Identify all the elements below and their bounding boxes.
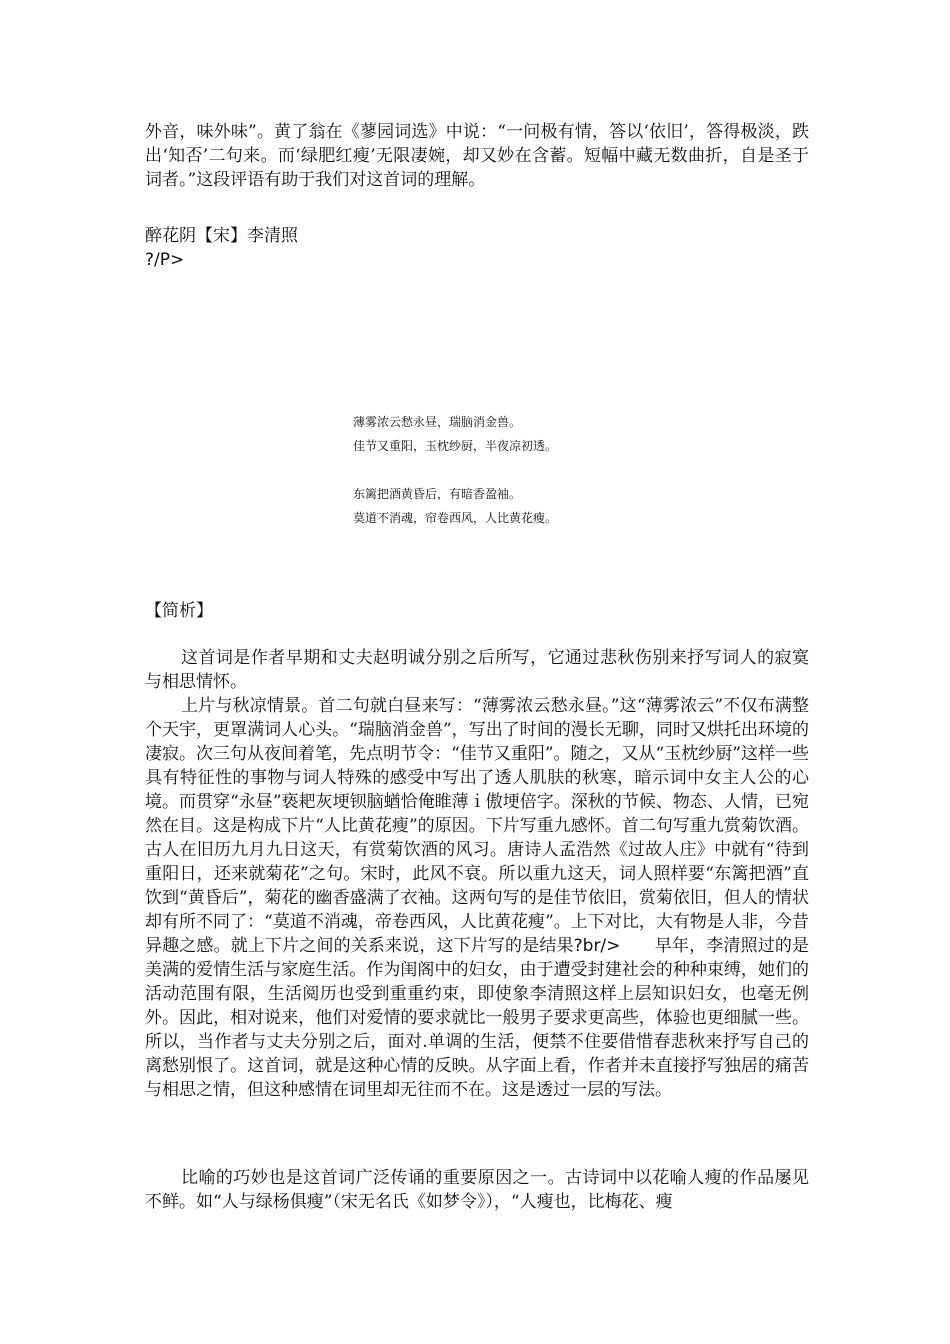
poem-line-1: 薄雾浓云愁永昼，瑞脑消金兽。 [353, 415, 522, 429]
analysis-paragraph-1: 这首词是作者早期和丈夫赵明诚分别之后所写，它通过悲秋伤别来抒写词人的寂寞与相思情怀。 [145, 648, 809, 692]
poem-line-2: 佳节又重阳，玉枕纱厨，半夜凉初透。 [353, 439, 558, 453]
markup-artifact-p: ?/P> [145, 250, 185, 270]
poem-block [353, 410, 633, 530]
analysis-heading: 【简析】 [145, 601, 213, 621]
poem-line-4: 莫道不消魂，帘卷西风，人比黄花瘦。 [353, 511, 558, 525]
analysis-paragraph-2-main: 上片与秋凉情景。首二句就白昼来写：“薄雾浓云愁永昼。”这“薄雾浓云”不仅布满整个天宇，更罩满词人心头。“瑞脑消金兽”，写出了时间的漫长无聊，同时又烘托出环境的凄寂。次三句从夜间着笔，先点明节令：“佳节又重阳”。随之，又从“玉枕纱厨”这样一些具有特征性的事物与词人特殊的感受中写出了透人肌肤的秋寒，暗示词中女主人公的心境。而贯穿“永昼”亵耙灰埂钡脑蝤恰俺睢薄ｉ傲埂倍字。深秋的节候、物态、人情，已宛然在目。这是构成下片“人比黄花瘦”的原因。下片写重九感怀。首二句写重九赏菊饮酒。古人在旧历九月九日这天，有赏菊饮酒的风习。唐诗人孟浩然《过故人庄》中就有“待到重阳日，还来就菊花”之句。宋时，此风不衰。所以重九这天，词人照样要“东篱把酒”直饮到“黄昏后”，菊花的幽香盛满了衣袖。这两句写的是佳节依旧，赏菊依旧，但人的情状却有所不同了：“莫道不消魂，帝卷西风，人比黄花瘦”。上下对比，大有物是人非，今昔异趣之感。就上下片之间的关系来说，这下片写的是结果 [145, 696, 809, 956]
intro-paragraph: 外音，味外味”。黄了翁在《蓼园词选》中说：“一问极有情，答以‘依旧’，答得极淡，跌出‘知否’二句来。而‘绿肥红瘦’无限凄婉，却又妙在含蓄。短幅中藏无数曲折，自是圣于词者。”这段评语有助于我们对这首词的理解。 [145, 122, 809, 190]
poem-title: 醉花阴【宋】李清照 [145, 226, 298, 246]
analysis-paragraph-2-tail: 早年，李清照过的是美满的爱情生活与家庭生活。作为闺阁中的妇女，由于遭受封建社会的种种束缚，她们的活动范围有限，生活阅历也受到重重约束，即使象李清照这样上层知识妇女，也毫无例外。因此，相对说来，他们对爱情的要求就比一般男子要求更高些，体验也更细腻一些。所以，当作者与丈夫分别之后，面对.单调的生活，便禁不住要借惜春悲秋来抒写自己的离愁别恨了。这首词，就是这种心情的反映。从字面上看，作者并未直接抒写独居的痛苦与相思之情，但这种感情在词里却无往而不在。这是透过一层的写法。 [145, 936, 810, 1100]
markup-artifact-br: ?br/> [573, 936, 621, 956]
analysis-paragraph-2 [145, 694, 809, 1102]
analysis-paragraph-3: 比喻的巧妙也是这首词广泛传诵的重要原因之一。古诗词中以花喻人瘦的作品屡见不鲜。如“人与绿杨俱瘦”（宋无名氏《如梦令》），“人瘦也，比梅花、瘦 [145, 1168, 809, 1212]
poem-line-3: 东篱把酒黄昏后，有暗香盈袖。 [353, 487, 522, 501]
